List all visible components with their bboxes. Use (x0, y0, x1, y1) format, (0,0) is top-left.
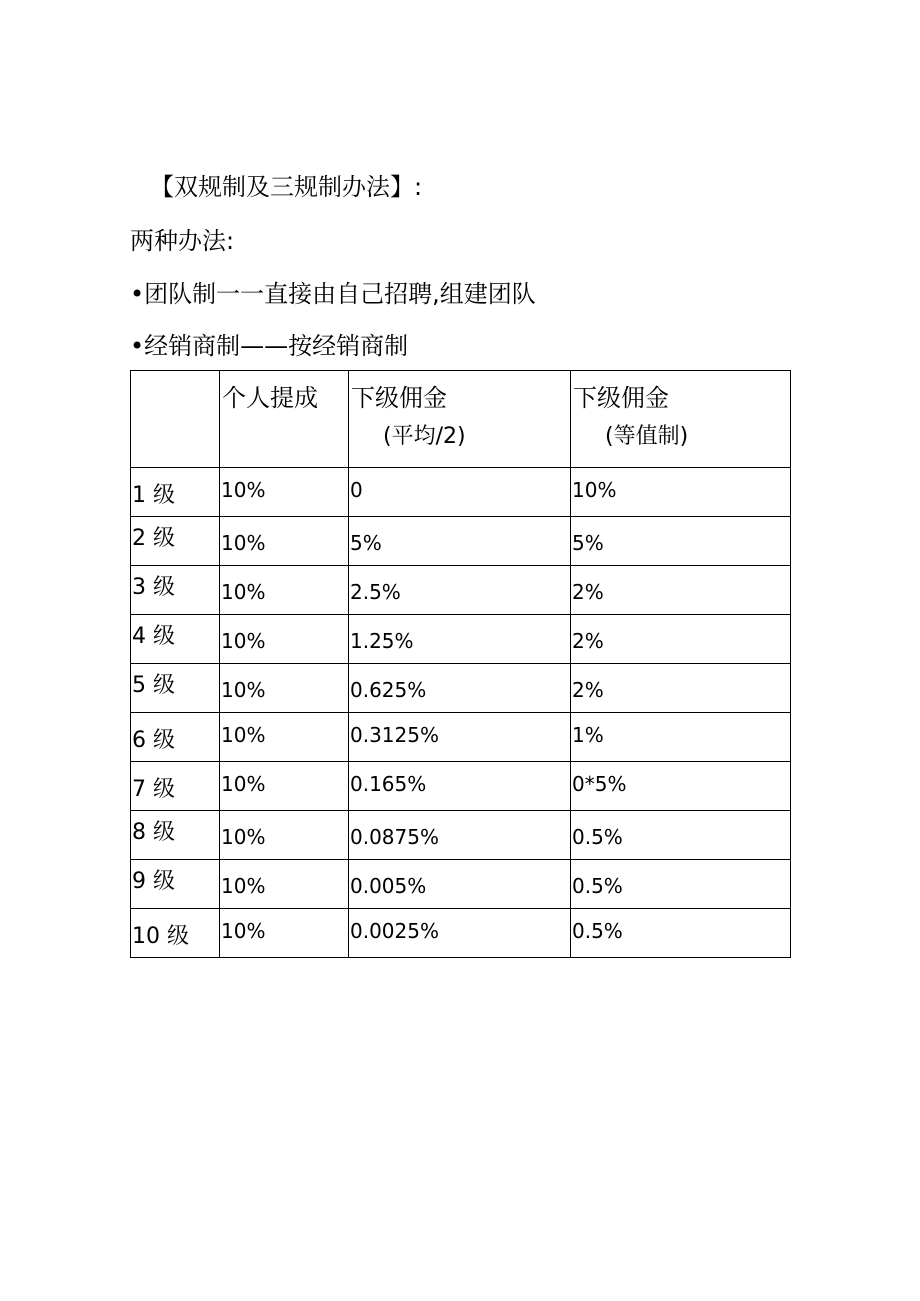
table-row (131, 762, 791, 811)
average-cell: 0 (349, 468, 571, 517)
header-equal-label: 下级佣金 (573, 384, 669, 412)
equal-cell: 2% (571, 664, 791, 713)
table-row (131, 811, 791, 860)
level-cell: 8 级 (131, 811, 220, 860)
level-cell: 6 级 (131, 713, 220, 762)
table-row (131, 566, 791, 615)
personal-cell: 10% (220, 517, 349, 566)
average-cell: 2.5% (349, 566, 571, 615)
table-row (131, 468, 791, 517)
average-cell: 0.0875% (349, 811, 571, 860)
table-row (131, 860, 791, 909)
table-row (131, 517, 791, 566)
header-cell-average (349, 371, 571, 468)
average-cell: 0.165% (349, 762, 571, 811)
equal-cell: 10% (571, 468, 791, 517)
level-cell: 5 级 (131, 664, 220, 713)
equal-cell: 1% (571, 713, 791, 762)
header-average-label: 下级佣金 (351, 384, 447, 412)
personal-cell: 10% (220, 566, 349, 615)
equal-cell: 2% (571, 615, 791, 664)
header-cell-personal (220, 371, 349, 468)
level-cell: 4 级 (131, 615, 220, 664)
personal-cell: 10% (220, 468, 349, 517)
bullet-team-system: •团队制一一直接由自己招聘,组建团队 (130, 280, 536, 308)
level-cell: 10 级 (131, 909, 220, 958)
personal-cell: 10% (220, 713, 349, 762)
section-heading: 【双规制及三规制办法】: (150, 173, 423, 201)
level-cell: 2 级 (131, 517, 220, 566)
average-cell: 5% (349, 517, 571, 566)
average-cell: 0.0025% (349, 909, 571, 958)
intro-text: 两种办法: (130, 227, 235, 255)
table-row (131, 713, 791, 762)
personal-cell: 10% (220, 811, 349, 860)
personal-cell: 10% (220, 615, 349, 664)
table-header-row (131, 371, 791, 468)
table-row (131, 664, 791, 713)
equal-cell: 0.5% (571, 811, 791, 860)
header-personal-label: 个人提成 (222, 384, 318, 412)
personal-cell: 10% (220, 860, 349, 909)
header-equal-sub: (等值制) (605, 424, 689, 449)
average-cell: 1.25% (349, 615, 571, 664)
table-row (131, 615, 791, 664)
table-row (131, 909, 791, 958)
personal-cell: 10% (220, 664, 349, 713)
average-cell: 0.625% (349, 664, 571, 713)
average-cell: 0.005% (349, 860, 571, 909)
header-cell-equal (571, 371, 791, 468)
equal-cell: 2% (571, 566, 791, 615)
equal-cell: 0*5% (571, 762, 791, 811)
header-average-sub: (平均/2) (383, 424, 466, 449)
level-cell: 9 级 (131, 860, 220, 909)
commission-table (130, 370, 791, 958)
equal-cell: 5% (571, 517, 791, 566)
bullet-dealer-system: •经销商制——按经销商制 (130, 332, 409, 360)
average-cell: 0.3125% (349, 713, 571, 762)
personal-cell: 10% (220, 762, 349, 811)
level-cell: 1 级 (131, 468, 220, 517)
equal-cell: 0.5% (571, 909, 791, 958)
equal-cell: 0.5% (571, 860, 791, 909)
level-cell: 7 级 (131, 762, 220, 811)
personal-cell: 10% (220, 909, 349, 958)
header-cell-empty (131, 371, 220, 468)
level-cell: 3 级 (131, 566, 220, 615)
